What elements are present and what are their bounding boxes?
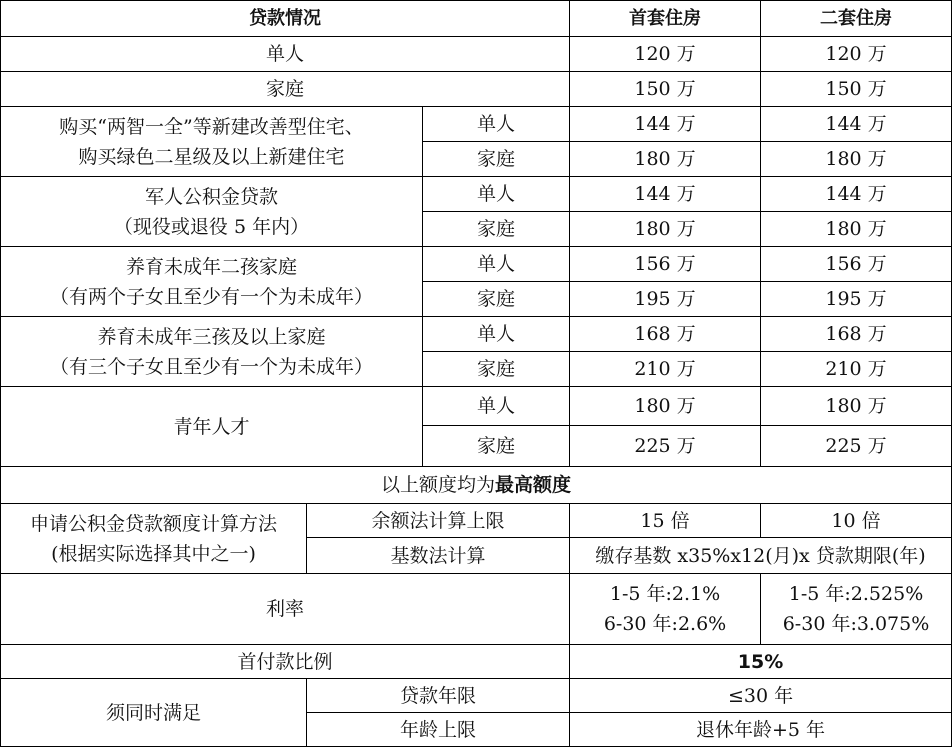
applicant-type: 家庭: [423, 352, 570, 387]
table-row: [1, 107, 952, 142]
group-label-line2: 购买绿色二星级及以上新建住宅: [78, 145, 345, 168]
table-row: [1, 247, 952, 282]
group-label: [1, 317, 423, 387]
loan-term-label: 贷款年限: [307, 679, 570, 713]
first-home-rate: [570, 574, 761, 645]
first-home-value: 180 万: [570, 387, 761, 426]
first-home-value: 210 万: [570, 352, 761, 387]
group-label-line1: 养育未成年三孩及以上家庭: [97, 325, 326, 348]
calc-method-label: [1, 504, 307, 574]
loan-term-value: ≤30 年: [570, 679, 952, 713]
max-limit-note: [1, 467, 952, 504]
note-prefix: 以上额度均为: [380, 474, 495, 496]
table-row: [1, 645, 952, 679]
header-loan-situation: 贷款情况: [1, 1, 570, 37]
table-row: [1, 177, 952, 212]
second-home-value: 180 万: [761, 142, 952, 177]
first-rate-line1: 1-5 年:2.1%: [609, 583, 721, 605]
second-home-value: 144 万: [761, 177, 952, 212]
first-home-value: 168 万: [570, 317, 761, 352]
age-limit-value: 退休年龄+5 年: [570, 713, 952, 747]
base-method-label: 基数法计算: [307, 538, 570, 574]
second-home-value: 180 万: [761, 212, 952, 247]
header-first-home: 首套住房: [570, 1, 761, 37]
applicant-type: 单人: [423, 177, 570, 212]
second-home-value: 150 万: [761, 72, 952, 107]
second-rate-line2: 6-30 年:3.075%: [782, 613, 930, 635]
table-row: [1, 679, 952, 713]
balance-second-value: 10 倍: [761, 504, 952, 538]
base-method-formula: 缴存基数 x35%x12(月)x 贷款期限(年): [570, 538, 952, 574]
group-label: [1, 177, 423, 247]
group-label-line1: 军人公积金贷款: [144, 185, 278, 208]
applicant-type: 单人: [423, 387, 570, 426]
first-home-value: 180 万: [570, 142, 761, 177]
second-home-rate: [761, 574, 952, 645]
applicant-type: 单人: [423, 317, 570, 352]
first-home-value: 156 万: [570, 247, 761, 282]
second-home-value: 180 万: [761, 387, 952, 426]
header-second-home: 二套住房: [761, 1, 952, 37]
second-home-value: 156 万: [761, 247, 952, 282]
table-row: [1, 574, 952, 645]
first-home-value: 180 万: [570, 212, 761, 247]
table-row: [1, 387, 952, 426]
second-home-value: 225 万: [761, 426, 952, 467]
interest-rate-label: 利率: [1, 574, 570, 645]
applicant-type: 家庭: [423, 142, 570, 177]
first-home-value: 144 万: [570, 107, 761, 142]
table-row: [1, 317, 952, 352]
second-rate-line1: 1-5 年:2.525%: [788, 583, 924, 605]
group-label: [1, 247, 423, 317]
applicant-type: 单人: [423, 247, 570, 282]
first-rate-line2: 6-30 年:2.6%: [603, 613, 727, 635]
group-label-line2: （现役或退役 5 年内）: [113, 215, 310, 238]
applicant-type: 家庭: [423, 212, 570, 247]
note-row: [1, 467, 952, 504]
second-home-value: 168 万: [761, 317, 952, 352]
first-home-value: 120 万: [570, 37, 761, 72]
first-home-value: 144 万: [570, 177, 761, 212]
first-home-value: 195 万: [570, 282, 761, 317]
row-label: 单人: [1, 37, 570, 72]
table-row: [1, 72, 952, 107]
second-home-value: 144 万: [761, 107, 952, 142]
note-emphasis: 最高额度: [495, 474, 572, 496]
calc-method-line1: 申请公积金贷款额度计算方法: [29, 512, 277, 535]
second-home-value: 210 万: [761, 352, 952, 387]
applicant-type: 家庭: [423, 426, 570, 467]
row-label: 家庭: [1, 72, 570, 107]
group-label-line1: 养育未成年二孩家庭: [125, 255, 297, 278]
applicant-type: 家庭: [423, 282, 570, 317]
age-limit-label: 年龄上限: [307, 713, 570, 747]
second-home-value: 120 万: [761, 37, 952, 72]
down-payment-label: 首付款比例: [1, 645, 570, 679]
group-label-line1: 购买“两智一全”等新建改善型住宅、: [59, 115, 364, 138]
calc-method-line2: (根据实际选择其中之一): [51, 542, 256, 565]
second-home-value: 195 万: [761, 282, 952, 317]
table-row: [1, 504, 952, 538]
first-home-value: 150 万: [570, 72, 761, 107]
group-label-line2: （有两个子女且至少有一个为未成年）: [49, 285, 373, 308]
applicant-type: 单人: [423, 107, 570, 142]
down-payment-value: 15%: [570, 645, 952, 679]
group-label: [1, 107, 423, 177]
group-label: 青年人才: [1, 387, 423, 467]
balance-method-label: 余额法计算上限: [307, 504, 570, 538]
header-row: [1, 1, 952, 37]
table-row: [1, 37, 952, 72]
first-home-value: 225 万: [570, 426, 761, 467]
requirements-label: 须同时满足: [1, 679, 307, 747]
group-label-line2: （有三个子女且至少有一个为未成年）: [49, 355, 373, 378]
balance-first-value: 15 倍: [570, 504, 761, 538]
